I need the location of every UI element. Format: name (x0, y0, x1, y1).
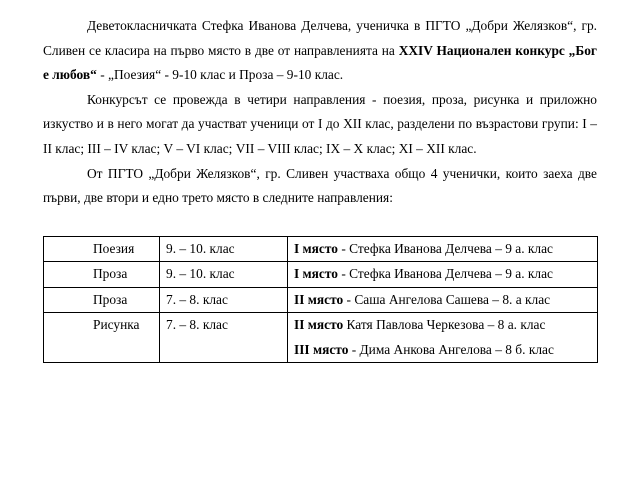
result-entry (294, 338, 591, 363)
result-cell (288, 313, 598, 363)
table-row (44, 236, 598, 262)
table-row (44, 313, 598, 363)
bold-text: XXIV Национален конкурс „Бог е любов“ (43, 42, 597, 83)
direction-cell: Рисунка (44, 313, 160, 363)
paragraph (43, 162, 597, 211)
result-cell (288, 287, 598, 313)
paragraph-text: Конкурсът се провежда в четири направления - поезия, проза, рисунка и приложно изкуство и в него могат да участват ученици от I до XII клас, разделени по възрастови групи: I – II клас; III – IV клас; V – VI клас; VII – VIII клас; IX – X клас; XI – XII клас. (43, 91, 597, 156)
paragraph-text: - „Поезия“ - 9-10 клас и Проза – 9-10 клас. (96, 67, 344, 83)
result-entry (294, 262, 591, 287)
result-entry (294, 313, 591, 338)
student-name: - Стефка Иванова Делчева – 9 а. клас (337, 266, 554, 282)
student-name: - Саша Ангелова Сашева – 8. а клас (343, 291, 551, 307)
grade-cell: 7. – 8. клас (160, 313, 288, 363)
student-name: Катя Павлова Черкезова – 8 а. клас (343, 317, 546, 333)
direction-cell: Поезия (44, 236, 160, 262)
place-label: II място (294, 317, 344, 333)
paragraph (43, 88, 597, 162)
place-label: I място (294, 266, 338, 282)
paragraph-text: Деветокласничката Стефка Иванова Делчева, ученичка в ПГТО „Добри Желязков“, гр. Сливен се класира на първо място в две от направленията на (43, 18, 597, 58)
table-row (44, 262, 598, 288)
paragraph-text: От ПГТО „Добри Желязков“, гр. Сливен участваха общо 4 ученички, които заеха две първи, две втори и едно трето място в следните направления: (43, 165, 597, 206)
result-cell (288, 236, 598, 262)
awards-table (43, 236, 598, 364)
awards-table-body (44, 236, 598, 363)
direction-cell: Проза (44, 287, 160, 313)
table-row (44, 287, 598, 313)
place-label: III място (294, 341, 349, 357)
grade-cell: 9. – 10. клас (160, 262, 288, 288)
result-entry (294, 237, 591, 262)
direction-cell: Проза (44, 262, 160, 288)
place-label: II място (294, 291, 344, 307)
result-entry (294, 288, 591, 313)
grade-cell: 7. – 8. клас (160, 287, 288, 313)
student-name: - Дима Анкова Ангелова – 8 б. клас (348, 341, 554, 357)
article-body (43, 14, 597, 211)
paragraph (43, 14, 597, 88)
result-cell (288, 262, 598, 288)
student-name: - Стефка Иванова Делчева – 9 а. клас (337, 240, 554, 256)
spacer (43, 211, 597, 236)
document-page (43, 14, 597, 363)
place-label: I място (294, 240, 338, 256)
grade-cell: 9. – 10. клас (160, 236, 288, 262)
